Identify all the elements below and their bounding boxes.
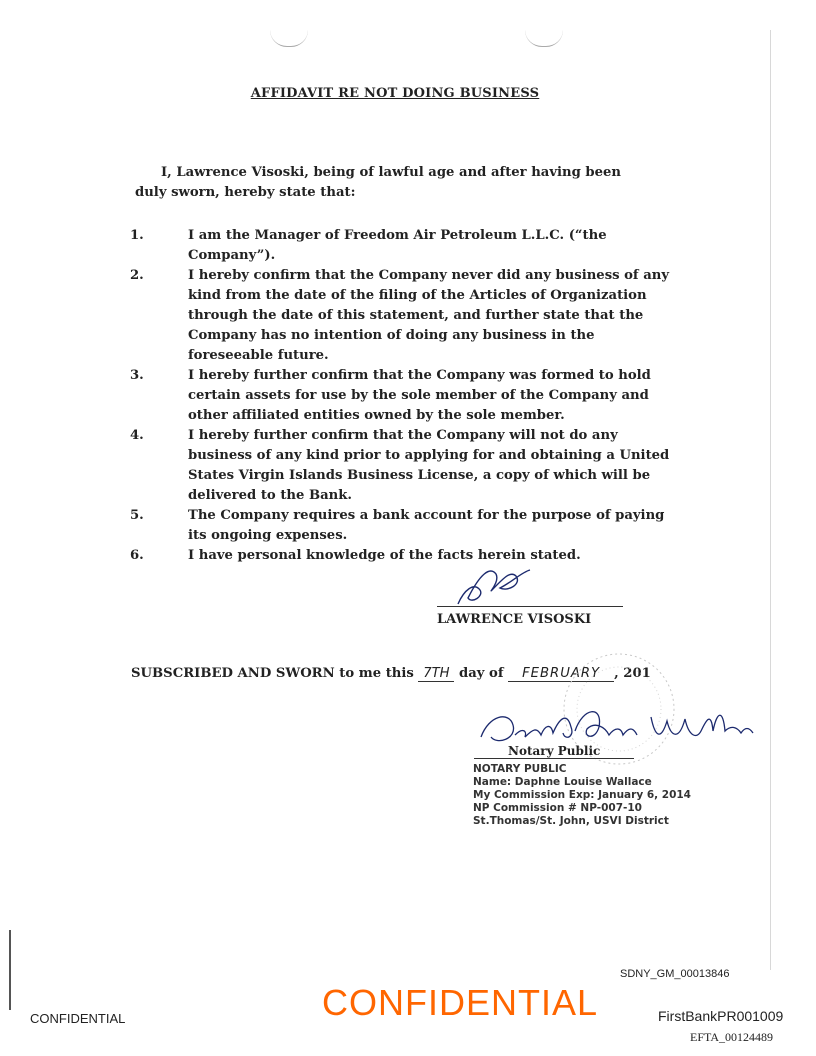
notary-stamp-line: My Commission Exp: January 6, 2014 xyxy=(473,789,691,801)
intro-text: I, Lawrence Visoski, being of lawful age and after having been duly sworn, hereby state that: xyxy=(135,165,622,200)
item-text: The Company requires a bank account for the purpose of paying its ongoing expenses. xyxy=(188,508,665,543)
page-edge-right xyxy=(770,30,771,970)
list-item xyxy=(130,266,670,366)
notary-signature-line xyxy=(474,758,634,759)
list-item xyxy=(130,546,670,566)
notary-stamp-line: NOTARY PUBLIC xyxy=(473,763,567,775)
list-item xyxy=(130,226,670,266)
efta-id: EFTA_00124489 xyxy=(690,1030,774,1044)
notary-stamp-line: St.Thomas/St. John, USVI District xyxy=(473,815,669,827)
notary-stamp-line: Name: Daphne Louise Wallace xyxy=(473,776,652,788)
notary-stamp-line: NP Commission # NP-007-10 xyxy=(473,802,642,814)
item-number: 1. xyxy=(130,228,144,243)
item-number: 6. xyxy=(130,548,144,563)
list-item xyxy=(130,506,670,546)
affidavit-items xyxy=(130,226,670,566)
item-number: 3. xyxy=(130,368,144,383)
item-text: I hereby confirm that the Company never did any business of any kind from the date of the filing of the Articles of Organization through the date of this statement, and further state that the Company has no intention of doing any business in the foreseeable future. xyxy=(188,268,669,363)
item-number: 5. xyxy=(130,508,144,523)
sworn-month: FEBRUARY xyxy=(508,666,614,682)
punch-hole-right xyxy=(525,30,563,47)
item-text: I have personal knowledge of the facts herein stated. xyxy=(188,548,581,563)
intro-paragraph xyxy=(135,163,655,203)
item-text: I hereby further confirm that the Company was formed to hold certain assets for use by the sole member of the Company and other affiliated entities owned by the sole member. xyxy=(188,368,651,423)
confidential-stamp: CONFIDENTIAL xyxy=(322,982,599,1023)
signature-line xyxy=(437,606,623,607)
bank-document-id: FirstBankPR001009 xyxy=(658,1008,784,1024)
list-item xyxy=(130,366,670,426)
signatory-signature xyxy=(450,560,540,610)
punch-hole-left xyxy=(270,30,308,47)
item-text: I hereby further confirm that the Company will not do any business of any kind prior to applying for and obtaining a United States Virgin Islands Business License, a copy of which will be delivered to the Bank. xyxy=(188,428,670,503)
notary-caption: Notary Public xyxy=(508,744,601,758)
sworn-year: , 201 xyxy=(614,666,651,681)
sworn-middle: day of xyxy=(459,666,504,681)
bates-number: SDNY_GM_00013846 xyxy=(620,968,730,980)
document-title: AFFIDAVIT RE NOT DOING BUSINESS xyxy=(250,86,540,101)
notary-stamp-block xyxy=(473,763,733,828)
item-text: I am the Manager of Freedom Air Petroleum L.L.C. (“the Company”). xyxy=(188,228,607,263)
list-item xyxy=(130,426,670,506)
item-number: 2. xyxy=(130,268,144,283)
page-edge-left xyxy=(9,930,11,1010)
confidential-label-left: CONFIDENTIAL xyxy=(30,1011,126,1026)
sworn-day: 7TH xyxy=(418,666,454,682)
sworn-prefix: SUBSCRIBED AND SWORN to me this xyxy=(131,666,414,681)
item-number: 4. xyxy=(130,428,144,443)
signatory-name: LAWRENCE VISOSKI xyxy=(437,612,592,627)
